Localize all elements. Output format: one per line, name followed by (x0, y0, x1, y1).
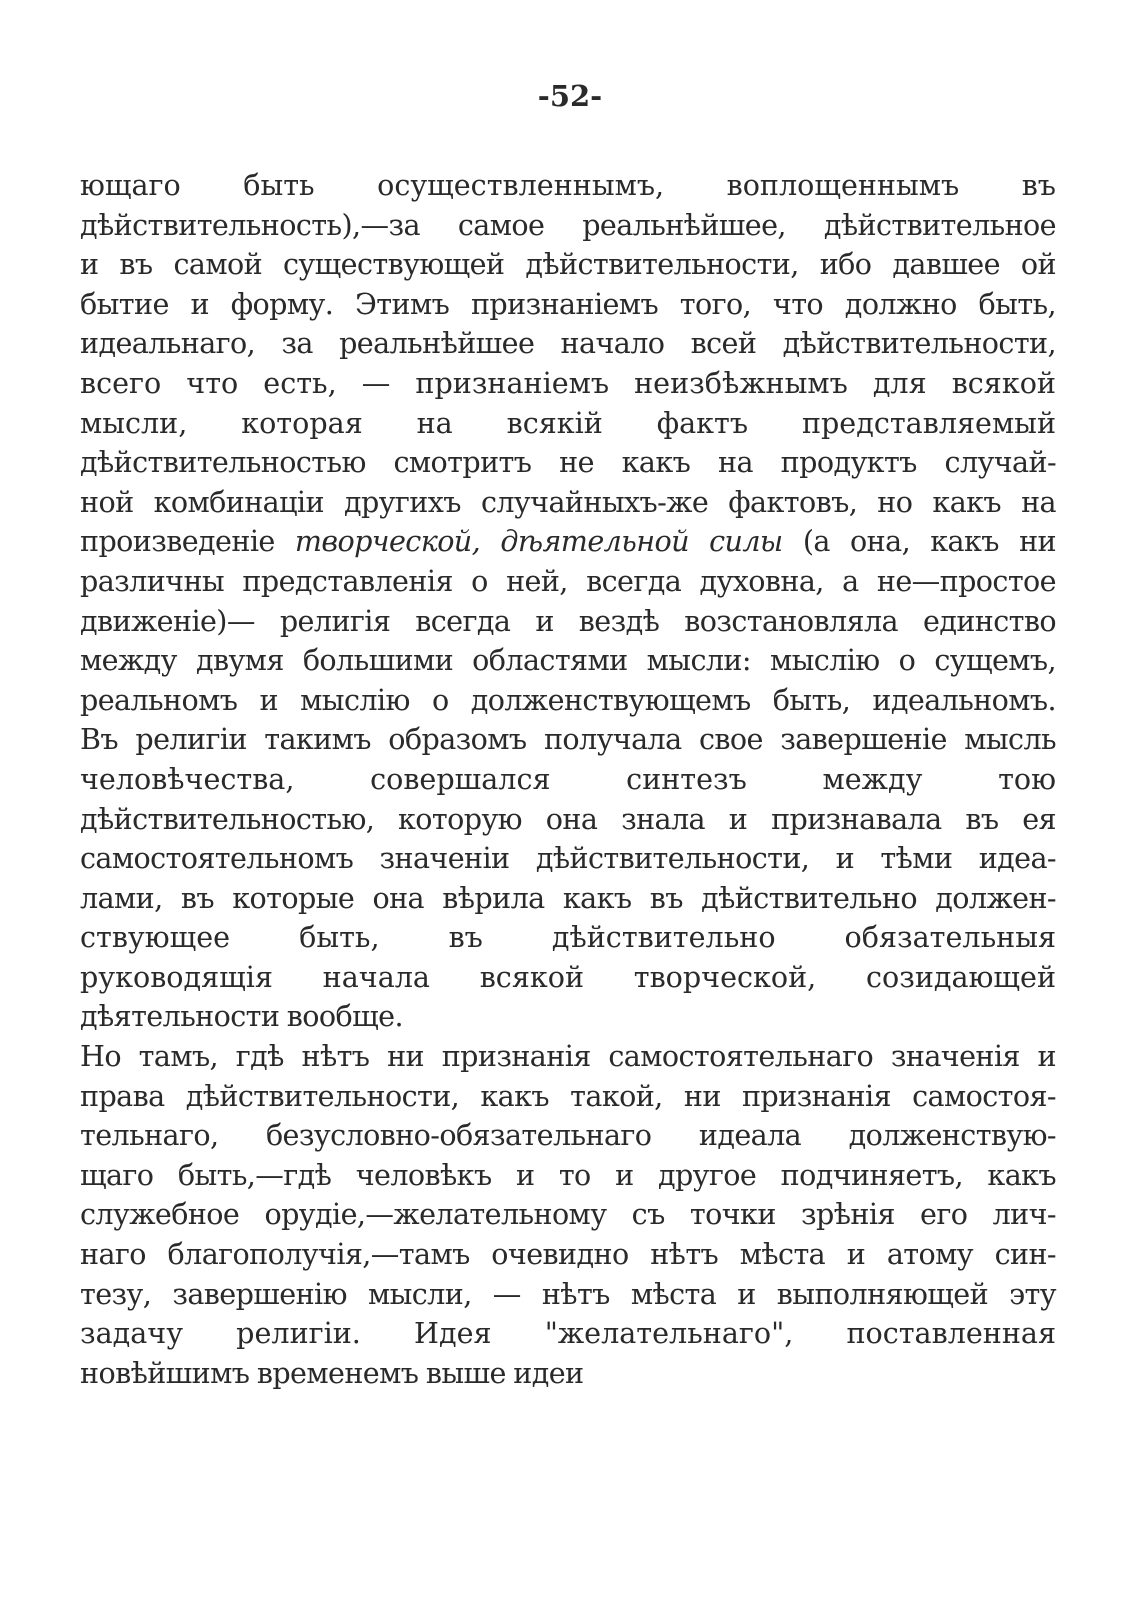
text-line: дѣйствительность),—за самое реальнѣйшее, дѣйствительное (80, 207, 1056, 242)
text-line: Въ религіи такимъ образомъ получала свое завершеніе мысль (80, 722, 1056, 757)
text-line: новѣйшимъ временемъ выше идеи (80, 1355, 584, 1390)
text-run: произведеніе (80, 524, 295, 559)
text-line: тельнаго, безусловно-обязательнаго идеала долженствую- (80, 1118, 1056, 1153)
text-line: наго благополучія,—тамъ очевидно нѣтъ мѣста и атому син- (80, 1237, 1056, 1272)
text-line: между двумя большими областями мысли: мыслію о сущемъ, (80, 643, 1056, 678)
text-line: щаго быть,—гдѣ человѣкъ и то и другое подчиняетъ, какъ (80, 1157, 1056, 1192)
text-line: служебное орудіе,—желательному съ точки зрѣнія его лич- (80, 1197, 1056, 1232)
text-line: различны представленія о ней, всегда духовна, а не—простое (80, 563, 1056, 598)
text-line: Но тамъ, гдѣ нѣтъ ни признанія самостоятельнаго значенія и (80, 1039, 1056, 1074)
text-line: идеальнаго, за реальнѣйшее начало всей дѣйствительности, (80, 326, 1056, 361)
text-line: всего что есть, — признаніемъ неизбѣжнымъ для всякой (80, 365, 1056, 400)
text-line-with-italic (80, 522, 1056, 562)
text-line: руководящія начала всякой творческой, созидающей (80, 959, 1056, 994)
body-text (80, 166, 1056, 1393)
text-line: ющаго быть осуществленнымъ, воплощеннымъ въ (80, 168, 1056, 202)
text-line: самостоятельномъ значеніи дѣйствительности, и тѣми идеа- (80, 841, 1056, 876)
text-run: (а она, какъ ни (782, 524, 1056, 559)
text-line: права дѣйствительности, какъ такой, ни признанія самостоя- (80, 1078, 1056, 1113)
text-line: человѣчества, совершался синтезъ между тою (80, 761, 1056, 796)
text-line: задачу религіи. Идея "желательнаго", поставленная (80, 1316, 1056, 1351)
text-line: тезу, завершенію мысли, — нѣтъ мѣста и выполняющей эту (80, 1276, 1056, 1311)
text-line: дѣятельности вообще. (80, 999, 403, 1034)
text-line: ной комбинаціи другихъ случайныхъ-же фактовъ, но какъ на (80, 484, 1056, 519)
text-line: ствующее быть, въ дѣйствительно обязательныя (80, 920, 1056, 955)
text-line: дѣйствительностью смотритъ не какъ на продуктъ случай- (80, 445, 1056, 480)
italic-phrase: творческой, дѣятельной силы (294, 524, 783, 559)
text-line: реальномъ и мыслію о долженствующемъ быть, идеальномъ. (80, 682, 1056, 717)
text-line: бытие и форму. Этимъ признаніемъ того, что должно быть, (80, 286, 1056, 321)
text-line: дѣйствительностью, которую она знала и признавала въ ея (80, 801, 1056, 836)
page-number: -52- (537, 79, 603, 113)
text-line: мысли, которая на всякій фактъ представляемый (80, 405, 1056, 440)
text-line: движеніе)— религія всегда и вездѣ возстановляла единство (80, 603, 1056, 638)
text-line: и въ самой существующей дѣйствительности, ибо давшее ой (80, 247, 1056, 282)
text-line: лами, въ которые она вѣрила какъ въ дѣйствительно должен- (80, 880, 1056, 915)
